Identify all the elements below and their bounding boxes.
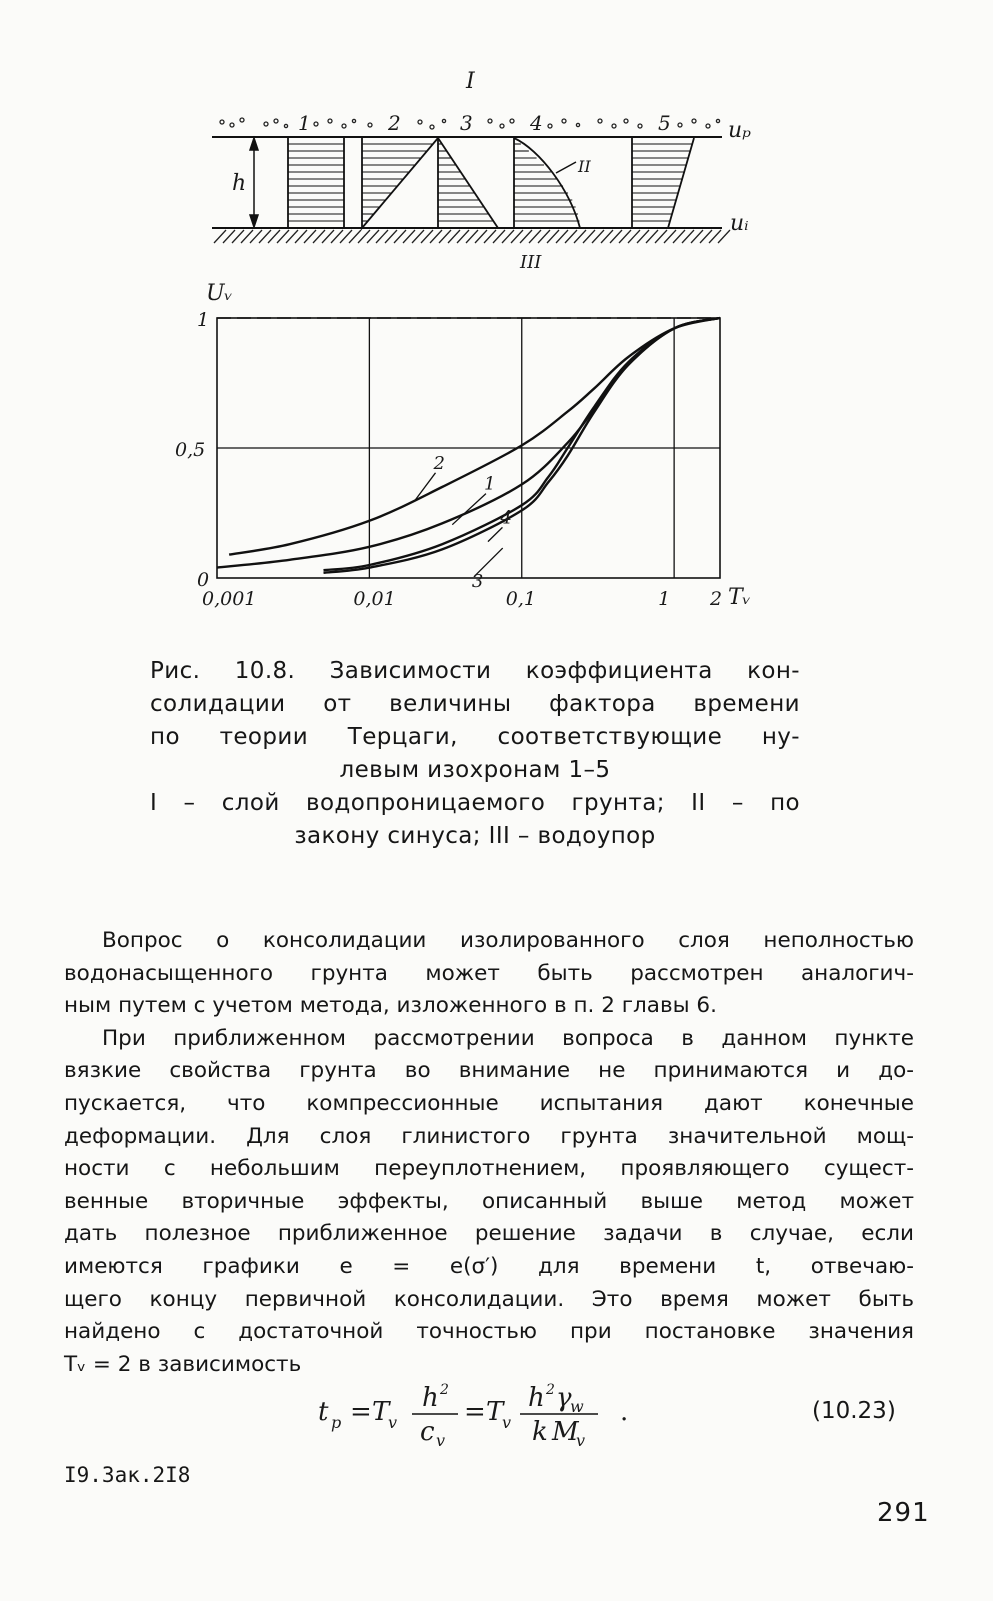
body-line: ным путем с учетом метода, изложенного в п. 2 главы 6. bbox=[64, 993, 717, 1019]
curve-label-leader bbox=[452, 494, 486, 525]
hatching-pattern bbox=[214, 230, 730, 243]
caption-line: Рис. 10.8. Зависимости коэффициента кон- bbox=[150, 658, 800, 684]
caption-line: левым изохронам 1–5 bbox=[339, 757, 611, 783]
formula-v-2: v bbox=[436, 1431, 446, 1450]
x-tick-label: 1 bbox=[658, 588, 671, 610]
label-roman-III: III bbox=[520, 252, 542, 273]
layer-number-1: 1 bbox=[298, 111, 311, 135]
x-tick-label: 2 bbox=[710, 588, 723, 610]
h-dimension bbox=[250, 138, 258, 227]
label-ui: uᵢ bbox=[730, 211, 749, 236]
formula-c: c bbox=[420, 1417, 435, 1447]
curve-label-leader bbox=[488, 527, 503, 541]
formula-number: (10.23) bbox=[812, 1398, 896, 1424]
figure-caption bbox=[150, 655, 800, 853]
formula-k: k bbox=[532, 1417, 548, 1447]
formula-T-2: T bbox=[486, 1397, 504, 1427]
formula-t: t bbox=[318, 1397, 329, 1427]
body-line: щего концу первичной консолидации. Это время может быть bbox=[64, 1286, 914, 1312]
layer-number-3: 3 bbox=[460, 111, 473, 135]
body-line: деформации. Для слоя глинистого грунта значительной мощ- bbox=[64, 1123, 914, 1149]
curve-label: 4 bbox=[500, 507, 512, 529]
formula-M: M bbox=[552, 1417, 579, 1447]
y-axis-label: Uᵥ bbox=[206, 281, 233, 306]
y-tick-label: 0,5 bbox=[175, 439, 206, 461]
body-line: имеются графики e = e(σ′) для времени t, отвечаю- bbox=[64, 1253, 914, 1279]
body-line: ности с небольшим переуплотнением, проявляющего сущест- bbox=[64, 1156, 914, 1182]
body-line: Tᵥ = 2 в зависимость bbox=[64, 1351, 302, 1377]
formula-two-1: 2 bbox=[440, 1382, 449, 1398]
page-number: 291 bbox=[877, 1498, 930, 1528]
body-line: При приближенном рассмотрении вопроса в данном пункте bbox=[102, 1025, 914, 1051]
label-h: h bbox=[232, 171, 247, 196]
x-tick-label: 0,1 bbox=[505, 588, 536, 610]
curve-label: 1 bbox=[483, 473, 496, 495]
caption-line: солидации от величины фактора времени bbox=[150, 691, 800, 717]
layer-number-5: 5 bbox=[658, 111, 671, 135]
label-roman-I: I bbox=[466, 69, 475, 94]
body-line: вязкие свойства грунта во внимание не принимаются и до- bbox=[64, 1058, 914, 1084]
body-line: Вопрос о консолидации изолированного слоя неполностью bbox=[102, 928, 914, 953]
label-II-pointer bbox=[556, 162, 576, 173]
body-line: пускается, что компрессионные испытания дают конечные bbox=[64, 1090, 914, 1116]
body-line: дать полезное приближенное решение задачи в случае, если bbox=[64, 1221, 914, 1247]
formula-v-3: v bbox=[502, 1413, 512, 1432]
formula-v-1: v bbox=[388, 1413, 398, 1432]
y-tick-label: 1 bbox=[197, 309, 210, 331]
x-tick-label: 0,01 bbox=[353, 588, 396, 610]
caption-line: по теории Терцаги, соответствующие ну- bbox=[150, 724, 800, 750]
chart-curve-labels bbox=[415, 453, 512, 592]
x-tick-label: 0,001 bbox=[202, 588, 257, 610]
curve-2 bbox=[229, 318, 720, 555]
body-text bbox=[64, 925, 914, 1381]
curve-1 bbox=[217, 318, 720, 568]
label-up: uₚ bbox=[728, 118, 751, 143]
caption-line: I – слой водопроницаемого грунта; II – по bbox=[150, 790, 800, 816]
chart-lines bbox=[217, 318, 720, 573]
label-II: II bbox=[578, 157, 591, 176]
formula-T-1: T bbox=[372, 1397, 390, 1427]
caption-line: закону синуса; III – водоупор bbox=[294, 823, 656, 849]
curve-label: 2 bbox=[433, 452, 445, 474]
formula-gamma: γ bbox=[556, 1383, 572, 1413]
formula-p: p bbox=[331, 1413, 342, 1432]
formula-eq-2: = bbox=[464, 1397, 486, 1427]
formula-dot: . bbox=[620, 1397, 629, 1427]
consolidation-chart bbox=[175, 281, 751, 610]
body-line: найдено с достаточной точностью при постановке значения bbox=[64, 1319, 914, 1345]
x-axis-label: Tᵥ bbox=[728, 585, 751, 610]
layer-number-2: 2 bbox=[388, 111, 401, 135]
body-line: водонасыщенного грунта может быть рассмотрен аналогич- bbox=[64, 960, 914, 986]
formula-h-1: h bbox=[422, 1383, 439, 1413]
formula-two-2: 2 bbox=[546, 1382, 555, 1398]
y-tick-label: 0 bbox=[197, 569, 210, 591]
formula-h-2: h bbox=[528, 1383, 545, 1413]
soil-layer-diagram bbox=[212, 69, 751, 273]
formula-w: w bbox=[570, 1397, 584, 1416]
curve-label: 3 bbox=[471, 570, 484, 592]
footer-print-mark: I9.Зак.2I8 bbox=[64, 1463, 191, 1487]
layer-number-4: 4 bbox=[530, 111, 543, 135]
formula-eq-1: = bbox=[350, 1397, 372, 1427]
body-line: венные вторичные эффекты, описанный выше метод может bbox=[64, 1188, 914, 1214]
formula-v-4: v bbox=[576, 1431, 586, 1450]
figure-diagram bbox=[0, 0, 993, 640]
